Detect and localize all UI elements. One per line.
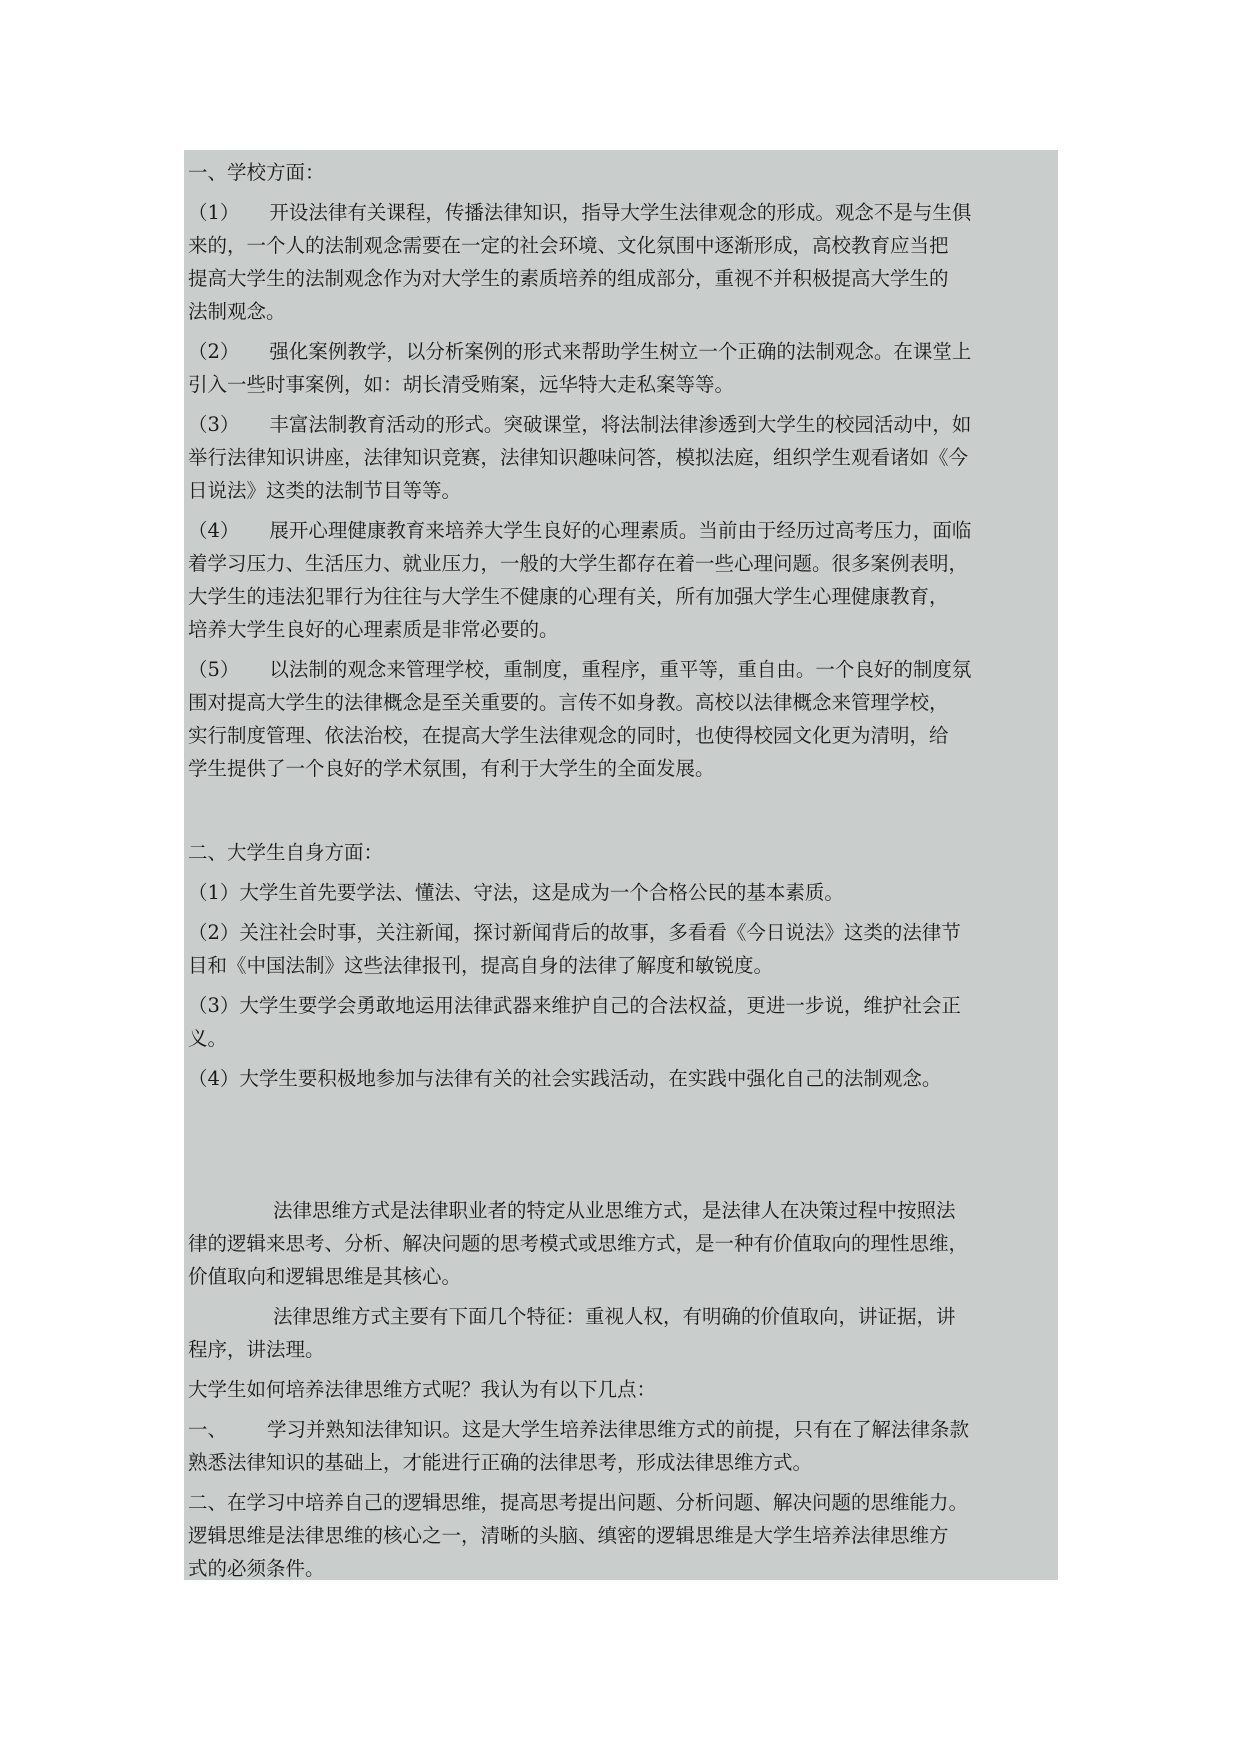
item-line: （2）关注社会时事，关注新闻，探讨新闻背后的故事，多看看《今日说法》这类的法律节 xyxy=(188,921,961,944)
para-line: 逻辑思维是法律思维的核心之一，清晰的头脑、缜密的逻辑思维是大学生培养法律思维方 xyxy=(188,1524,949,1547)
para-line: 法律思维方式主要有下面几个特征：重视人权，有明确的价值取向，讲证据，讲 xyxy=(273,1305,956,1328)
section3-para-2 xyxy=(188,1300,1068,1366)
item-number: （5） xyxy=(188,658,240,681)
section1-item-5 xyxy=(188,653,1068,785)
item-number: （4） xyxy=(188,519,240,542)
section3-point-1 xyxy=(188,1413,1068,1479)
item-line: 法制观念。 xyxy=(188,300,286,323)
item-line: 引入一些时事案例，如：胡长清受贿案，远华特大走私案等等。 xyxy=(188,373,735,396)
item-line: 义。 xyxy=(188,1027,228,1050)
document-body xyxy=(188,150,1068,1585)
section2-item-1 xyxy=(188,876,1068,909)
item-number: （3） xyxy=(188,413,240,436)
para-line: 程序，讲法理。 xyxy=(188,1338,325,1361)
item-line: 来的，一个人的法制观念需要在一定的社会环境、文化氛围中逐渐形成，高校教育应当把 xyxy=(188,234,949,257)
item-line: （1）大学生首先要学法、懂法、守法，这是成为一个合格公民的基本素质。 xyxy=(188,881,844,904)
item-line: 目和《中国法制》这些法律报刊，提高自身的法律了解度和敏锐度。 xyxy=(188,954,774,977)
item-number: （1） xyxy=(188,201,240,224)
item-line: （4）大学生要积极地参加与法律有关的社会实践活动，在实践中强化自己的法制观念。 xyxy=(188,1067,942,1090)
item-line: 实行制度管理、依法治校，在提高大学生法律观念的同时，也使得校园文化更为清明，给 xyxy=(188,724,949,747)
point-number: 一、 xyxy=(188,1418,228,1441)
item-line: （3）大学生要学会勇敢地运用法律武器来维护自己的合法权益，更进一步说，维护社会正 xyxy=(188,994,961,1017)
item-line: 开设法律有关课程，传播法律知识，指导大学生法律观念的形成。观念不是与生俱 xyxy=(269,201,972,224)
section2-item-2 xyxy=(188,916,1068,982)
item-line: 以法制的观念来管理学校，重制度，重程序，重平等，重自由。一个良好的制度氛 xyxy=(269,658,972,681)
item-line: 围对提高大学生的法律概念是至关重要的。言传不如身教。高校以法律概念来管理学校， xyxy=(188,691,949,714)
item-line: 举行法律知识讲座，法律知识竞赛，法律知识趣味问答，模拟法庭，组织学生观看诸如《今 xyxy=(188,446,969,469)
para-line: 律的逻辑来思考、分析、解决问题的思考模式或思维方式，是一种有价值取向的理性思维， xyxy=(188,1232,969,1255)
section2-item-3 xyxy=(188,989,1068,1055)
section2-item-4 xyxy=(188,1062,1068,1095)
para-line: 熟悉法律知识的基础上，才能进行正确的法律思考，形成法律思维方式。 xyxy=(188,1451,813,1474)
section2-heading: 二、大学生自身方面： xyxy=(188,841,384,864)
item-line: 强化案例教学，以分析案例的形式来帮助学生树立一个正确的法制观念。在课堂上 xyxy=(269,340,972,363)
item-line: 丰富法制教育活动的形式。突破课堂，将法制法律渗透到大学生的校园活动中，如 xyxy=(269,413,972,436)
section3-para-1 xyxy=(188,1194,1068,1293)
para-line: 式的必须条件。 xyxy=(188,1557,325,1580)
section1-item-3 xyxy=(188,408,1068,507)
item-line: 大学生的违法犯罪行为往往与大学生不健康的心理有关，所有加强大学生心理健康教育， xyxy=(188,585,949,608)
section1-item-2 xyxy=(188,335,1068,401)
para-line: 学习并熟知法律知识。这是大学生培养法律思维方式的前提，只有在了解法律条款 xyxy=(267,1418,970,1441)
section1-heading: 一、学校方面： xyxy=(188,161,325,184)
item-line: 展开心理健康教育来培养大学生良好的心理素质。当前由于经历过高考压力，面临 xyxy=(269,519,972,542)
item-line: 日说法》这类的法制节目等等。 xyxy=(188,479,462,502)
item-line: 培养大学生良好的心理素质是非常必要的。 xyxy=(188,618,559,641)
section1-item-1 xyxy=(188,196,1068,328)
para-line: 二、在学习中培养自己的逻辑思维，提高思考提出问题、分析问题、解决问题的思维能力。 xyxy=(188,1491,969,1514)
section3-question: 大学生如何培养法律思维方式呢？我认为有以下几点： xyxy=(188,1378,657,1401)
section3-point-2 xyxy=(188,1486,1068,1585)
para-line: 价值取向和逻辑思维是其核心。 xyxy=(188,1265,462,1288)
section1-item-4 xyxy=(188,514,1068,646)
item-line: 学生提供了一个良好的学术氛围，有利于大学生的全面发展。 xyxy=(188,757,715,780)
item-number: （2） xyxy=(188,340,240,363)
item-line: 提高大学生的法制观念作为对大学生的素质培养的组成部分，重视不并积极提高大学生的 xyxy=(188,267,949,290)
para-line: 法律思维方式是法律职业者的特定从业思维方式，是法律人在决策过程中按照法 xyxy=(273,1199,956,1222)
item-line: 着学习压力、生活压力、就业压力，一般的大学生都存在着一些心理问题。很多案例表明， xyxy=(188,552,969,575)
